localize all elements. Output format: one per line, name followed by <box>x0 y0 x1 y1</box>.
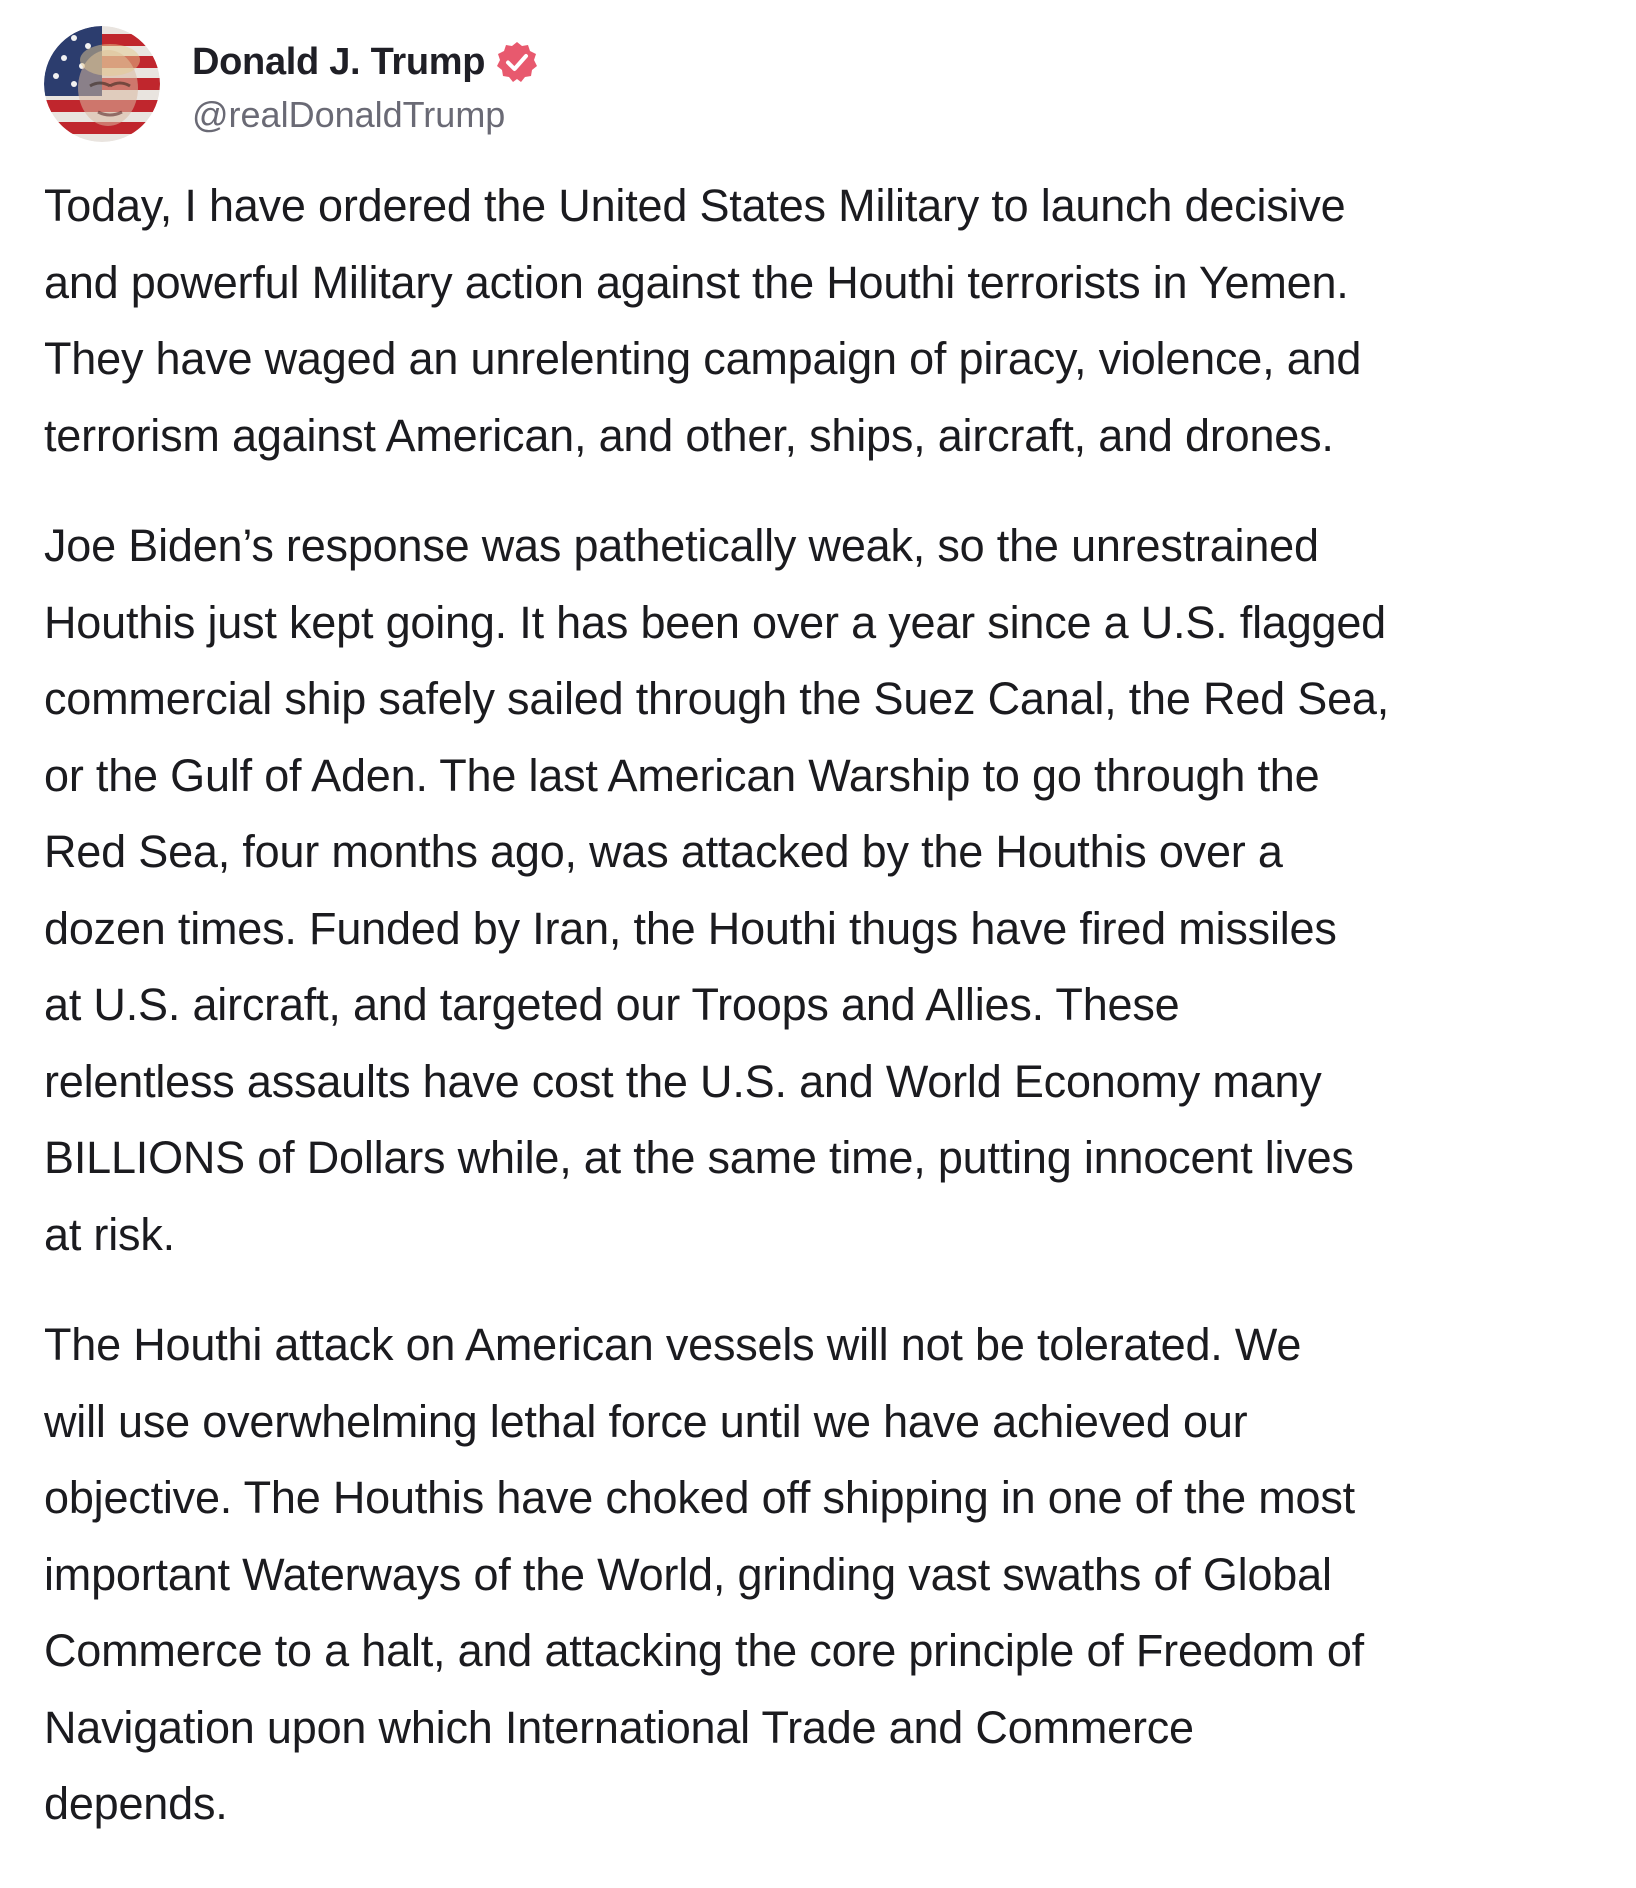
text-line: will use overwhelming lethal force until we have achieved our <box>44 1395 1248 1447</box>
text-line: important Waterways of the World, grinding vast swaths of Global <box>44 1548 1332 1600</box>
post-paragraph <box>44 508 1624 1273</box>
text-line: at U.S. aircraft, and targeted our Troops and Allies. These <box>44 979 1180 1030</box>
verified-badge-icon <box>495 40 539 84</box>
text-line: and powerful Military action against the Houthi terrorists in Yemen. <box>44 256 1349 308</box>
text-line: BILLIONS of Dollars while, at the same time, putting innocent lives <box>44 1132 1354 1183</box>
post-header <box>44 24 539 144</box>
author-display-name[interactable]: Donald J. Trump <box>192 40 486 83</box>
post-body <box>44 168 1624 1877</box>
text-line: at risk. <box>44 1208 175 1260</box>
text-line: commercial ship safely sailed through the Suez Canal, the Red Sea, <box>44 673 1390 724</box>
text-line: or the Gulf of Aden. The last American Warship to go through the <box>44 749 1320 801</box>
text-line: Commerce to a halt, and attacking the core principle of Freedom of <box>44 1625 1364 1676</box>
text-line: terrorism against American, and other, ships, aircraft, and drones. <box>44 409 1334 461</box>
text-line: Red Sea, four months ago, was attacked by the Houthis over a <box>44 826 1283 877</box>
text-line: The Houthi attack on American vessels will not be tolerated. We <box>44 1319 1302 1370</box>
text-line: They have waged an unrelenting campaign of piracy, violence, and <box>44 333 1362 384</box>
avatar[interactable] <box>44 26 160 142</box>
author-identity <box>192 32 539 136</box>
text-line: Joe Biden’s response was pathetically weak, so the unrestrained <box>44 520 1319 571</box>
text-line: Navigation upon which International Trade and Commerce <box>44 1701 1194 1753</box>
text-line: depends. <box>44 1778 228 1829</box>
text-line: objective. The Houthis have choked off shipping in one of the most <box>44 1472 1355 1523</box>
author-name-row <box>192 32 539 92</box>
post-paragraph <box>44 168 1624 474</box>
text-line: relentless assaults have cost the U.S. and World Economy many <box>44 1055 1322 1107</box>
text-line: dozen times. Funded by Iran, the Houthi thugs have fired missiles <box>44 902 1337 954</box>
text-line: Houthis just kept going. It has been over a year since a U.S. flagged <box>44 596 1387 648</box>
post-paragraph <box>44 1307 1624 1843</box>
avatar-image <box>44 26 160 142</box>
text-line: Today, I have ordered the United States Military to launch decisive <box>44 180 1346 231</box>
author-handle[interactable]: @realDonaldTrump <box>192 94 506 135</box>
